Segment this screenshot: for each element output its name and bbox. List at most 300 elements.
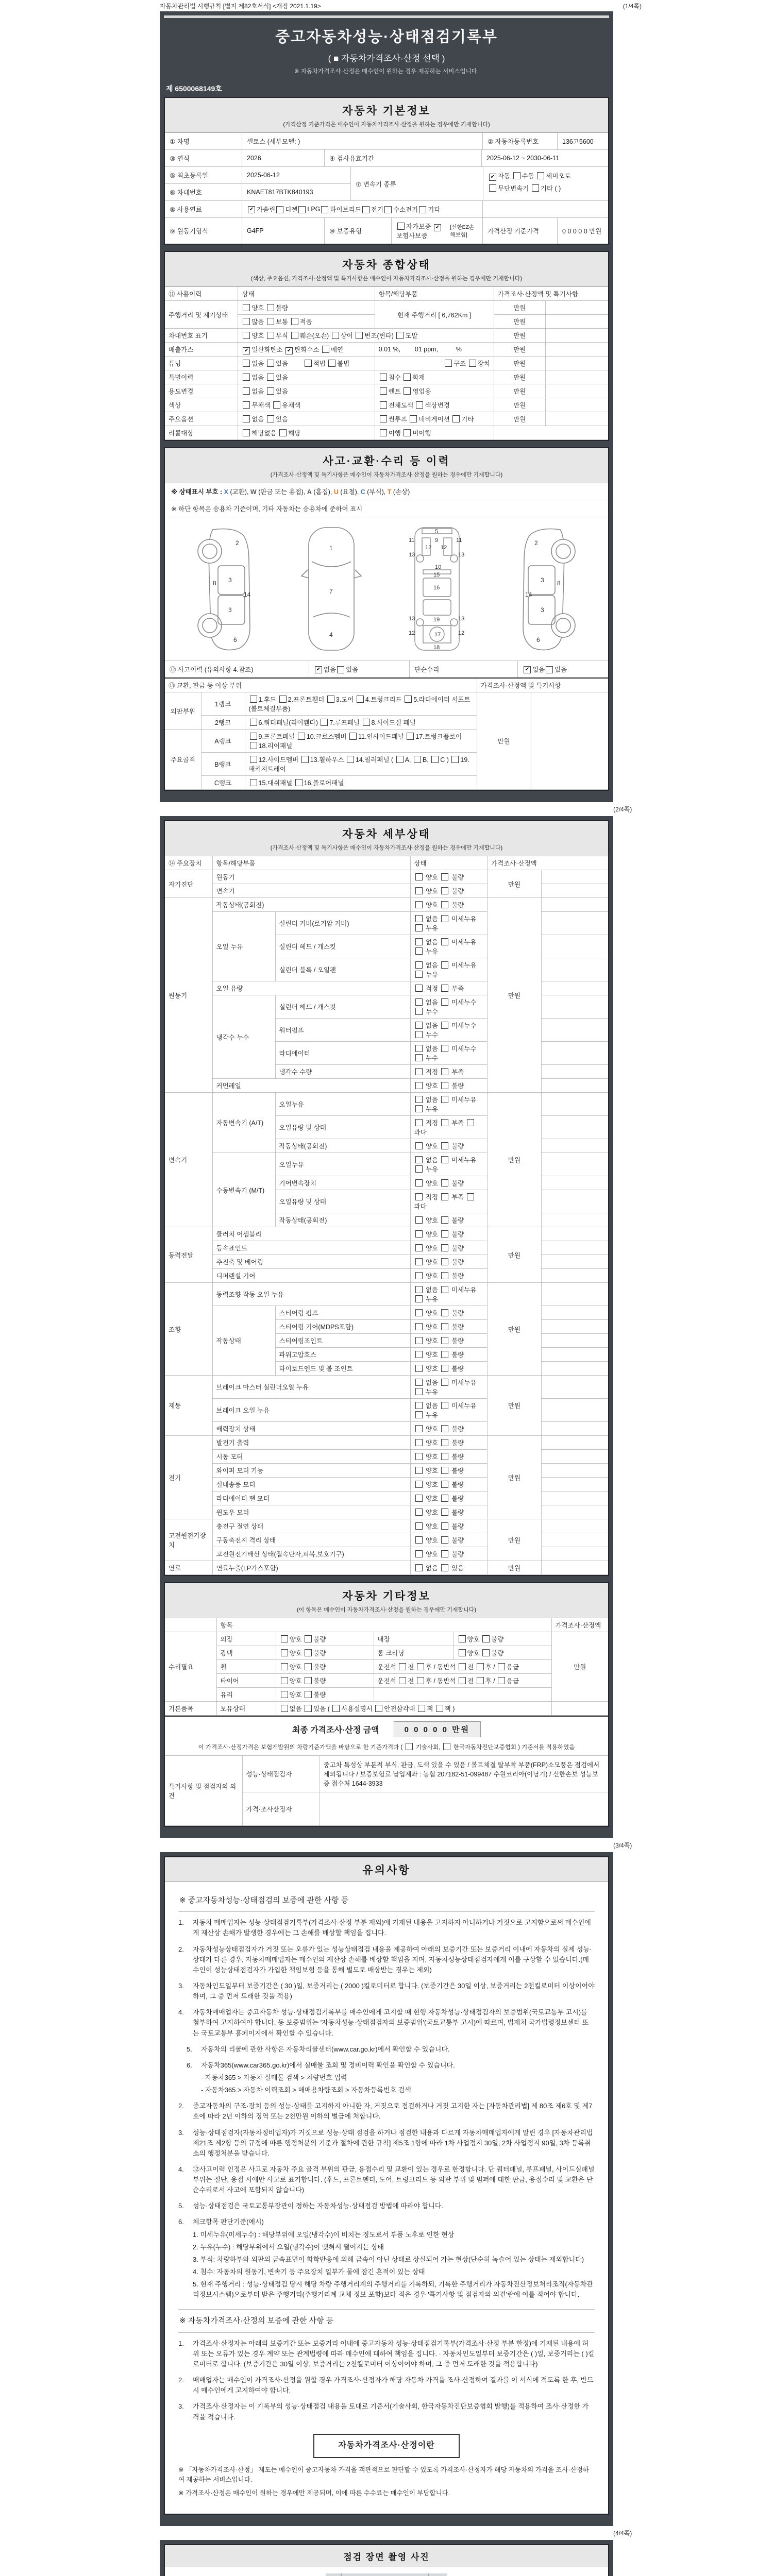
checkbox[interactable]: [415, 1272, 423, 1279]
checkbox[interactable]: [441, 1272, 448, 1279]
checkbox[interactable]: [295, 779, 303, 786]
checkbox[interactable]: [305, 1663, 312, 1670]
checkbox[interactable]: [250, 696, 257, 703]
checkbox[interactable]: [459, 1677, 466, 1684]
checkbox[interactable]: [415, 1193, 423, 1200]
checkbox[interactable]: [415, 1323, 423, 1330]
detail-state-table: [165, 856, 608, 1575]
checkbox[interactable]: [243, 401, 250, 409]
checkbox[interactable]: [404, 374, 411, 381]
checkbox[interactable]: [441, 1509, 448, 1516]
checkbox[interactable]: [415, 1522, 423, 1530]
checkbox[interactable]: [281, 1677, 288, 1684]
col-price: 가격조사·산정액: [488, 856, 609, 870]
detail-row: [165, 995, 608, 1019]
svg-text:19: 19: [433, 617, 440, 623]
checkbox[interactable]: [415, 901, 423, 908]
checkbox[interactable]: [415, 1096, 423, 1103]
checkbox[interactable]: [305, 1705, 312, 1712]
checkbox[interactable]: [281, 1649, 288, 1656]
checkbox[interactable]: [441, 1156, 448, 1163]
checkbox[interactable]: [415, 985, 423, 992]
svg-text:11: 11: [409, 537, 415, 544]
item-status: 없음 미세누유 누유: [410, 1376, 488, 1399]
checkbox[interactable]: [327, 696, 334, 703]
checkbox[interactable]: [415, 971, 423, 978]
overall-state-card: [164, 251, 609, 441]
final-price-value: 0 0 0 0 0 만원: [394, 1721, 481, 1737]
item-status: 없음 미세누유 누유: [410, 1283, 488, 1306]
remark-cell: [542, 1492, 609, 1505]
detail-row: [165, 1376, 608, 1399]
checkbox[interactable]: [337, 666, 344, 673]
checkbox[interactable]: [441, 1216, 448, 1224]
checkbox[interactable]: [415, 961, 423, 969]
legend-item: C (부식): [360, 488, 384, 496]
checkbox[interactable]: [443, 1743, 450, 1750]
checkbox[interactable]: [243, 318, 250, 325]
item-label: 작동상태(공회전): [212, 898, 410, 912]
section-title: 자동차 기본정보: [342, 105, 431, 117]
checkbox[interactable]: [415, 1054, 423, 1061]
checkbox[interactable]: [415, 1068, 423, 1075]
checkbox[interactable]: [305, 1635, 312, 1642]
color-label: 색상: [165, 398, 238, 412]
checkbox[interactable]: [418, 1705, 425, 1712]
svg-text:1: 1: [329, 545, 333, 552]
wheel-detail: 운전석 전 후 / 동반석 전 후 / 응급: [374, 1660, 551, 1674]
checkbox[interactable]: [273, 401, 280, 409]
item-status: 양호 불량: [410, 898, 488, 912]
checkbox[interactable]: [250, 742, 257, 749]
checkbox[interactable]: [405, 696, 412, 703]
checkbox[interactable]: [267, 374, 274, 381]
checkbox[interactable]: [441, 1068, 448, 1075]
checkbox[interactable]: ✔: [243, 347, 250, 354]
legend-item: X (교환): [224, 488, 247, 496]
checkbox[interactable]: [415, 1244, 423, 1251]
table-header-row: [165, 1618, 608, 1632]
checkbox[interactable]: [546, 666, 553, 673]
table-row: 배출가스 ✔ 일산화탄소 ✔ 탄화수소 매연 0.01 %, 01 ppm, % 만원: [165, 343, 608, 357]
checkbox[interactable]: [467, 1193, 474, 1200]
checkbox[interactable]: [415, 1379, 423, 1386]
checkbox[interactable]: [441, 1179, 448, 1187]
checkbox[interactable]: [416, 401, 423, 409]
checkbox[interactable]: [243, 429, 250, 436]
checkbox[interactable]: [415, 1402, 423, 1409]
checkbox[interactable]: [267, 318, 274, 325]
vin-value: KNAET817BTK840193: [247, 189, 313, 196]
checkbox[interactable]: [243, 332, 250, 339]
checkbox[interactable]: [415, 1119, 423, 1126]
special-history-status: 없음 있음: [238, 370, 375, 384]
checkbox[interactable]: [441, 1119, 448, 1126]
checkbox[interactable]: [489, 184, 496, 192]
checkbox[interactable]: [396, 756, 404, 763]
checkbox[interactable]: [431, 756, 439, 763]
checkbox[interactable]: [321, 206, 328, 213]
checkbox[interactable]: [415, 1439, 423, 1446]
checkbox[interactable]: [415, 1365, 423, 1372]
checkbox[interactable]: [305, 1649, 312, 1656]
notice-header: [165, 1857, 608, 1882]
item-status: 양호 불량: [410, 1306, 488, 1320]
final-price-note: 이 가격조사·산정가격은 보험개발원의 차량기준가액을 바탕으로 한 기준가격과 ( 기술사회, 한국자동차진단보증협회 ) 기준서를 적용하였음: [165, 1742, 608, 1756]
checkbox[interactable]: [482, 1649, 490, 1656]
checkbox[interactable]: [441, 1365, 448, 1372]
checkbox[interactable]: [415, 1309, 423, 1316]
usage-change-status: 없음 있음: [238, 384, 375, 398]
checkbox[interactable]: [281, 1663, 288, 1670]
checkbox[interactable]: [380, 387, 387, 395]
svg-text:7: 7: [329, 588, 333, 595]
checkbox[interactable]: [298, 206, 306, 213]
vin-mark-status: 양호 부식 훼손(오손) 상이 변조(변타) 도말: [238, 329, 494, 343]
checkbox[interactable]: [415, 1286, 423, 1293]
year-value: 2026: [242, 150, 325, 166]
main-option-item: 썬루프 네비게이션 기타: [375, 412, 494, 426]
color-status: 무채색 유채색: [238, 398, 375, 412]
checkbox[interactable]: [482, 1635, 490, 1642]
checkbox[interactable]: [380, 429, 387, 436]
checkbox[interactable]: [250, 719, 257, 726]
checkbox[interactable]: [441, 1522, 448, 1530]
item-status: 양호 불량: [410, 1533, 488, 1547]
checkbox[interactable]: [380, 415, 387, 422]
checkbox[interactable]: [537, 172, 544, 179]
rank-label: C랭크: [201, 776, 245, 790]
checkbox[interactable]: [441, 1467, 448, 1474]
checkbox[interactable]: [441, 1351, 448, 1358]
checkbox[interactable]: [441, 887, 448, 894]
checkbox[interactable]: [415, 1509, 423, 1516]
notice-sub-item: 3. 부식: 차량하부와 외판의 금속표면이 화학반응에 의해 금속이 아닌 상태로 상실되어 가는 현상(단순히 녹슬어 있는 상태는 제외합니다): [193, 2255, 584, 2263]
checkbox[interactable]: [243, 360, 250, 367]
checkbox[interactable]: [397, 223, 405, 230]
notice-item-text: ⑫사고이력 인정은 사고로 자동차 주요 골격 부위의 판금, 용접수리 및 교환이 있는 경우로 한정합니다. 단 쿼터패널, 루프패널, 사이드실패널 부위는 절단, 용접 시에만 사고로 표기합니다. (후드, 프론트펜더, 도어, 트렁크리드 등 외판 부위 및 범퍼에 대한 판금, 용접수리 및 교환은 단순수리로서 사고에 포함되지 않습니다): [193, 2165, 595, 2194]
checkbox[interactable]: ✔: [489, 174, 496, 181]
page-2: [160, 816, 613, 1838]
checkbox[interactable]: [349, 733, 357, 740]
checkbox[interactable]: [415, 1105, 423, 1112]
checkbox[interactable]: [305, 1677, 312, 1684]
checkbox[interactable]: [498, 1663, 505, 1670]
checkbox[interactable]: [415, 1230, 423, 1238]
checkbox[interactable]: [441, 873, 448, 880]
checkbox[interactable]: [415, 938, 423, 945]
checkbox[interactable]: [532, 184, 539, 192]
checkbox[interactable]: [415, 1022, 423, 1029]
checkbox[interactable]: [415, 1351, 423, 1358]
checkbox[interactable]: [451, 756, 459, 763]
checkbox[interactable]: [406, 1743, 413, 1750]
checkbox[interactable]: [415, 1425, 423, 1432]
checkbox[interactable]: [415, 947, 423, 955]
checkbox[interactable]: [441, 1439, 448, 1446]
checkbox[interactable]: [267, 415, 274, 422]
checkbox[interactable]: [415, 1179, 423, 1187]
section-subtitle: (가격조사·산정액 및 특기사항은 매수인이 자동차가격조사·산정을 원하는 경우에만 기재합니다): [270, 472, 503, 478]
checkbox[interactable]: ✔: [434, 224, 441, 231]
remark-cell: [542, 884, 609, 898]
checkbox[interactable]: [322, 346, 329, 353]
checkbox[interactable]: [417, 1677, 424, 1684]
rank-items: 6.쿼터패널(리어휀다) 7.루프패널 8.사이드실 패널: [245, 716, 477, 730]
checkbox[interactable]: [243, 387, 250, 395]
checkbox[interactable]: [441, 1045, 448, 1052]
checkbox[interactable]: [441, 1564, 448, 1571]
checkbox[interactable]: [441, 961, 448, 969]
checkbox[interactable]: [452, 415, 460, 422]
checkbox[interactable]: [399, 1677, 406, 1684]
checkbox[interactable]: [363, 719, 370, 726]
svg-text:16: 16: [433, 585, 440, 591]
checkbox[interactable]: ✔: [285, 347, 293, 354]
inspection-label: ④ 검사유효기간: [325, 150, 482, 166]
transmission-line-1: ✔ 자동 수동 세미오토: [488, 170, 603, 182]
checkbox[interactable]: [419, 206, 426, 213]
checkbox[interactable]: [441, 901, 448, 908]
checkbox[interactable]: [415, 1031, 423, 1038]
svg-text:3: 3: [541, 577, 544, 584]
checkbox[interactable]: [436, 1705, 443, 1712]
checkbox[interactable]: [267, 387, 274, 395]
usage-change-label: 용도변경: [165, 384, 238, 398]
checkbox[interactable]: [415, 1453, 423, 1460]
checkbox[interactable]: [250, 733, 257, 740]
checkbox[interactable]: [415, 1216, 423, 1224]
checkbox[interactable]: [415, 1495, 423, 1502]
checkbox[interactable]: [281, 1691, 288, 1698]
checkbox[interactable]: [375, 1705, 382, 1712]
checkbox[interactable]: [321, 719, 328, 726]
checkbox[interactable]: [415, 1142, 423, 1149]
car-diagram-top: [292, 524, 369, 653]
checkbox[interactable]: [441, 1453, 448, 1460]
item-status: 양호 불량: [410, 1464, 488, 1478]
checkbox[interactable]: [441, 1550, 448, 1557]
item-label: 등속죠인트: [212, 1241, 410, 1255]
tire-detail: 운전석 전 후 / 동반석 전 후 / 응급: [374, 1674, 551, 1688]
detail-row: [165, 1399, 608, 1422]
checkbox[interactable]: [415, 1258, 423, 1265]
checkbox[interactable]: [415, 1411, 423, 1418]
notice-block1-header: ※ 중고자동차성능·상태점검의 보증에 관한 사항 등: [178, 1889, 595, 1912]
checkbox[interactable]: [347, 756, 354, 763]
checkbox[interactable]: [399, 1663, 406, 1670]
notice-item-text: 성능·상태점검자(자동차정비업자)가 거짓으로 성능·상태 점검을 하거나 점검한 내용과 다르게 자동차매매업자에게 알린 경우 [자동차관리법 제21조 제2항 등의 규정에 따른 행정처분의 기준과 절차에 관한 규칙] 제5조 1항에 따라 1차 사업정지 30일, 2차 사업정지 90일, 3차 등록취소의 행정처분을 받습니다.: [193, 2128, 593, 2157]
checkbox[interactable]: [415, 924, 423, 931]
wheel-status: 양호 불량: [276, 1660, 374, 1674]
checkbox[interactable]: [281, 1635, 288, 1642]
checkbox[interactable]: [250, 779, 257, 786]
checkbox[interactable]: [291, 332, 298, 339]
checkbox[interactable]: [279, 429, 287, 436]
checkbox[interactable]: [415, 887, 423, 894]
interior-status: 양호 불량: [453, 1632, 551, 1646]
checkbox[interactable]: [243, 415, 250, 422]
checkbox[interactable]: [441, 915, 448, 922]
checkbox[interactable]: [415, 1082, 423, 1089]
checkbox[interactable]: [441, 1193, 448, 1200]
checkbox[interactable]: [441, 1495, 448, 1502]
checkbox[interactable]: ✔: [248, 206, 255, 213]
checkbox[interactable]: [276, 206, 283, 213]
table-row: [165, 1702, 608, 1716]
glass-status: 양호 불량: [276, 1688, 374, 1702]
car-diagram-right-side: [505, 524, 587, 653]
checkbox[interactable]: [441, 1258, 448, 1265]
checkbox[interactable]: [417, 1663, 424, 1670]
item-label: 실린더 헤드 / 개스킷: [275, 995, 410, 1019]
notice-item-text: 매매업자는 매수인이 가격조사·산정을 원할 경우 가격조사·산정자가 해당 자동차 가격을 조사·산정하여 결과를 이 서식에 적도록 한 후, 반드시 매수인에게 고지하여야 합니다.: [193, 2376, 594, 2395]
checkbox[interactable]: [407, 733, 414, 740]
checkbox[interactable]: [298, 733, 305, 740]
checkbox[interactable]: [441, 1402, 448, 1409]
checkbox[interactable]: [441, 1096, 448, 1103]
notice-sub-item: 4. 침수: 자동차의 원동기, 변속기 등 주요장치 일부가 물에 잠긴 흔적이 있는 상태: [193, 2268, 425, 2276]
checkbox[interactable]: [415, 1536, 423, 1544]
checkbox[interactable]: [279, 696, 287, 703]
checkbox[interactable]: [356, 332, 363, 339]
checkbox[interactable]: [267, 304, 274, 311]
checkbox[interactable]: [415, 1165, 423, 1173]
checkbox[interactable]: [380, 401, 387, 409]
checkbox[interactable]: [467, 1119, 474, 1126]
checkbox[interactable]: [301, 756, 309, 763]
checkbox[interactable]: [441, 1082, 448, 1089]
detail-row: [165, 981, 608, 995]
reg-no-value: 136고5600: [562, 138, 594, 145]
checkbox[interactable]: [441, 998, 448, 1006]
checkbox[interactable]: [267, 332, 274, 339]
checkbox[interactable]: [404, 429, 411, 436]
checkbox[interactable]: [415, 1467, 423, 1474]
checkbox[interactable]: [332, 332, 339, 339]
checkbox[interactable]: [281, 1705, 288, 1712]
checkbox[interactable]: [459, 1663, 466, 1670]
checkbox[interactable]: [357, 696, 364, 703]
rank-group-label: 주요골격: [165, 730, 201, 790]
item-status: 없음 미세누수 누수: [410, 1042, 488, 1065]
checkbox[interactable]: [410, 415, 417, 422]
svg-text:3: 3: [541, 606, 544, 614]
group-price: 만원: [488, 1436, 542, 1519]
detail-row: [165, 912, 608, 935]
checkbox[interactable]: [441, 1142, 448, 1149]
checkbox[interactable]: [441, 1286, 448, 1293]
checkbox[interactable]: [396, 332, 404, 339]
checkbox[interactable]: [441, 938, 448, 945]
simple-repair-label: 단순수리: [410, 661, 518, 677]
checkbox[interactable]: [291, 318, 298, 325]
checkbox[interactable]: [404, 387, 411, 395]
checkbox[interactable]: [415, 1295, 423, 1302]
remark-cell: [542, 1533, 609, 1547]
svg-text:12: 12: [441, 545, 447, 551]
checkbox[interactable]: [441, 1481, 448, 1488]
table-row: 주행거리 및 계기상태 양호 불량 현재 주행거리 [ 6,762Km ] 만원: [165, 301, 608, 315]
checkbox[interactable]: [477, 1663, 484, 1670]
year-label: ③ 연식: [165, 150, 242, 166]
checkbox[interactable]: [441, 1337, 448, 1344]
checkbox[interactable]: [441, 1425, 448, 1432]
checkbox[interactable]: [415, 998, 423, 1006]
checkbox[interactable]: [441, 1323, 448, 1330]
checkbox[interactable]: [415, 1550, 423, 1557]
checkbox[interactable]: [498, 1677, 505, 1684]
checkbox[interactable]: [415, 1045, 423, 1052]
remark-cell: [542, 1547, 609, 1561]
checkbox[interactable]: [441, 1536, 448, 1544]
checkbox[interactable]: [415, 1008, 423, 1015]
col-item: 항목: [216, 1618, 551, 1632]
remark-cell: [542, 1348, 609, 1362]
checkbox[interactable]: [380, 374, 387, 381]
checkbox[interactable]: [305, 360, 312, 367]
checkbox[interactable]: ✔: [524, 666, 531, 673]
checkbox[interactable]: [414, 756, 421, 763]
checkbox[interactable]: [415, 1481, 423, 1488]
checkbox[interactable]: [469, 360, 476, 367]
checkbox[interactable]: [415, 873, 423, 880]
checkbox[interactable]: [250, 756, 257, 763]
remark-cell: [542, 1422, 609, 1436]
item-status: 양호 불량: [410, 1492, 488, 1505]
checkbox[interactable]: [477, 1677, 484, 1684]
checkbox[interactable]: [441, 1244, 448, 1251]
checkbox[interactable]: [415, 1564, 423, 1571]
checkbox[interactable]: [384, 206, 392, 213]
glass-label: 유리: [216, 1688, 276, 1702]
item-label: 충전구 절연 상태: [212, 1519, 410, 1533]
checkbox[interactable]: [441, 1230, 448, 1238]
first-reg-value: 2025-06-12: [247, 172, 280, 179]
remark-cell: [542, 1153, 609, 1176]
svg-text:4: 4: [329, 631, 333, 638]
item-label: 실린더 헤드 / 개스킷: [275, 935, 410, 958]
checkbox[interactable]: [243, 304, 250, 311]
checkbox[interactable]: [267, 360, 274, 367]
checkbox[interactable]: [243, 374, 250, 381]
checkbox[interactable]: [415, 1388, 423, 1395]
checkbox[interactable]: [459, 1635, 466, 1642]
checkbox[interactable]: [332, 1705, 340, 1712]
checkbox[interactable]: [459, 1649, 466, 1656]
checkbox[interactable]: [415, 1156, 423, 1163]
checkbox[interactable]: [513, 172, 520, 179]
checkbox[interactable]: [415, 915, 423, 922]
checkbox[interactable]: [445, 360, 452, 367]
checkbox[interactable]: ✔: [315, 666, 322, 673]
checkbox[interactable]: [305, 1691, 312, 1698]
checkbox[interactable]: [328, 360, 335, 367]
checkbox[interactable]: [441, 1022, 448, 1029]
checkbox[interactable]: [441, 985, 448, 992]
notice-item-number: 5.: [178, 2202, 184, 2210]
checkbox[interactable]: [441, 1309, 448, 1316]
table-header-row: [165, 679, 608, 692]
checkbox[interactable]: [415, 1337, 423, 1344]
notice-item-number: 1.: [178, 2339, 184, 2347]
divider: [164, 15, 609, 18]
checkbox[interactable]: [362, 206, 369, 213]
info-note-line: ※ 가격조사·산정은 매수인이 원하는 경우에만 제공되며, 이에 따른 수수료는 매수인이 부담합니다.: [178, 2489, 450, 2497]
item-label: 연료누출(LP가스포함): [212, 1561, 410, 1575]
checkbox[interactable]: [441, 1379, 448, 1386]
accident-header: [165, 448, 608, 483]
